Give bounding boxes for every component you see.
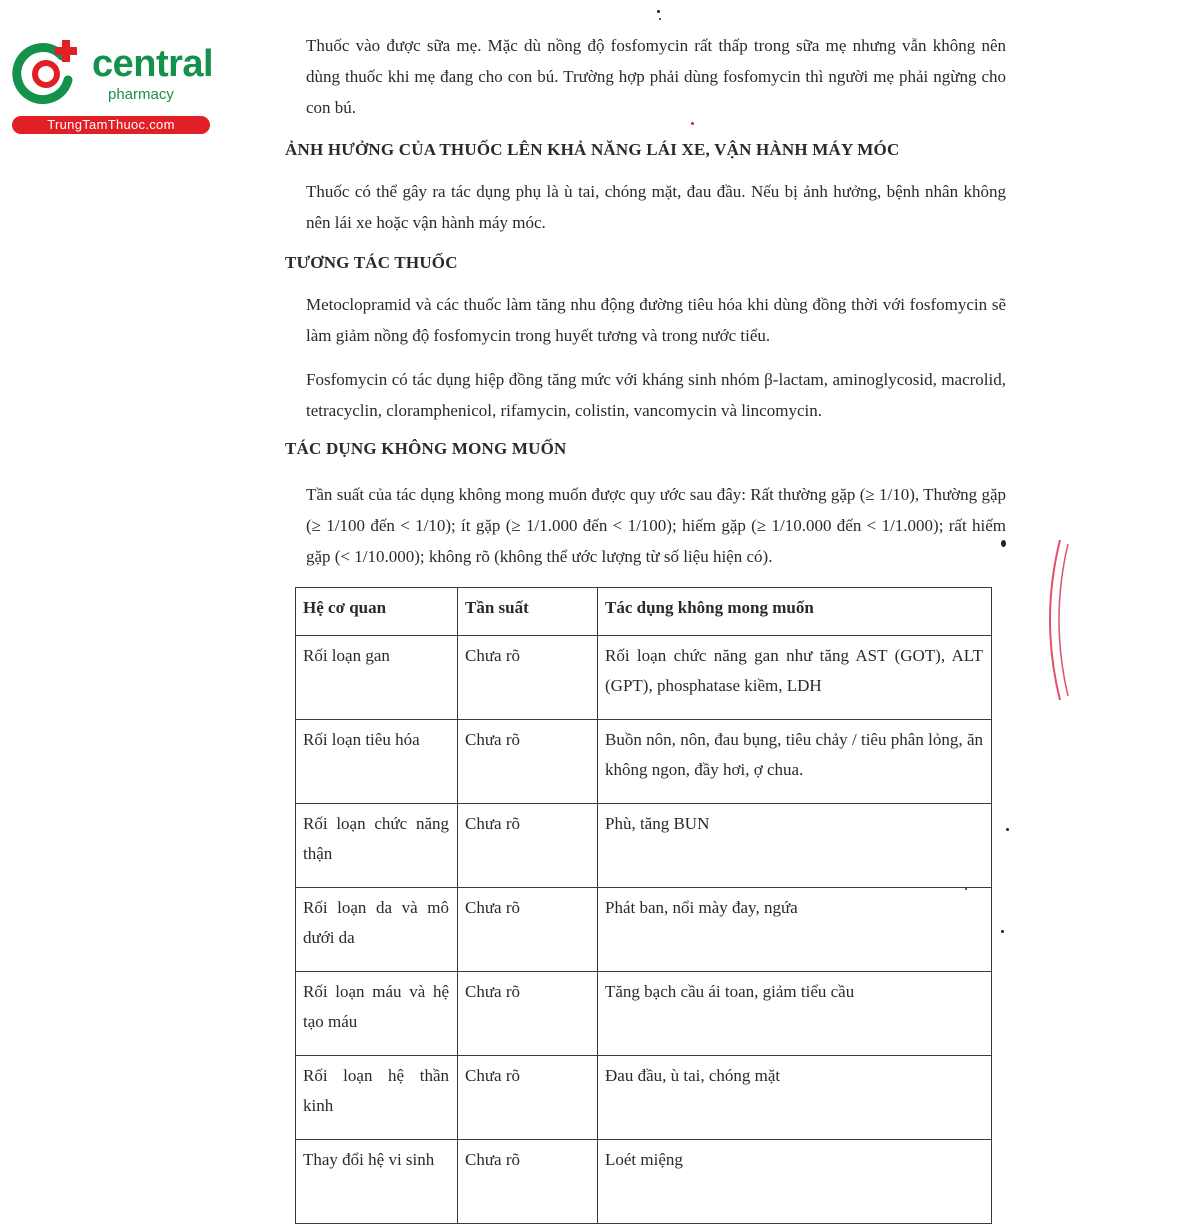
driving-heading: ẢNH HƯỞNG CỦA THUỐC LÊN KHẢ NĂNG LÁI XE, VẬN HÀNH MÁY MÓC <box>285 140 900 159</box>
logo-title: central <box>92 43 214 85</box>
interactions-heading: TƯƠNG TÁC THUỐC <box>285 253 458 272</box>
adverse-effect-cell: Tăng bạch cầu ái toan, giảm tiểu cầu <box>598 972 992 1056</box>
table-header-row <box>296 588 992 636</box>
adverse-effects-table <box>295 587 992 1224</box>
table-row <box>296 888 992 972</box>
frequency-cell: Chưa rõ <box>458 636 598 720</box>
approval-stamp <box>1030 540 1070 700</box>
pharmacy-cross-logo-icon <box>10 36 82 108</box>
organ-system-cell: Rối loạn chức năng thận <box>296 804 458 888</box>
organ-system-cell: Rối loạn tiêu hóa <box>296 720 458 804</box>
organ-system-cell: Thay đổi hệ vi sinh <box>296 1140 458 1224</box>
frequency-cell: Chưa rõ <box>458 972 598 1056</box>
frequency-cell: Chưa rõ <box>458 720 598 804</box>
interactions-paragraph-2: Fosfomycin có tác dụng hiệp đồng tăng mức với kháng sinh nhóm β-lactam, aminoglycosid, macrolid, tetracyclin, cloramphenicol, rifamycin, colistin, vancomycin và lincomycin. <box>306 370 1006 420</box>
breastfeeding-paragraph: Thuốc vào được sữa mẹ. Mặc dù nồng độ fosfomycin rất thấp trong sữa mẹ nhưng vẫn không nên dùng thuốc khi mẹ đang cho con bú. Trường hợp phải dùng fosfomycin thì người mẹ phải ngừng cho con bú. <box>306 36 1006 117</box>
interactions-paragraph-1: Metoclopramid và các thuốc làm tăng nhu động đường tiêu hóa khi dùng đồng thời với fosfomycin sẽ làm giảm nồng độ fosfomycin trong huyết tương và trong nước tiểu. <box>306 295 1006 345</box>
logo-site-badge: TrungTamThuoc.com <box>12 116 210 134</box>
header-organ-system: Hệ cơ quan <box>296 588 458 636</box>
organ-system-cell: Rối loạn gan <box>296 636 458 720</box>
adverse-effect-cell: Loét miệng <box>598 1140 992 1224</box>
table-row <box>296 636 992 720</box>
table-row <box>296 1140 992 1224</box>
table-row <box>296 972 992 1056</box>
frequency-cell: Chưa rõ <box>458 1140 598 1224</box>
table-row <box>296 1056 992 1140</box>
header-frequency: Tần suất <box>458 588 598 636</box>
organ-system-cell: Rối loạn hệ thần kinh <box>296 1056 458 1140</box>
central-pharmacy-logo[interactable] <box>10 36 215 136</box>
organ-system-cell: Rối loạn máu và hệ tạo máu <box>296 972 458 1056</box>
logo-subtitle: pharmacy <box>108 86 174 103</box>
frequency-cell: Chưa rõ <box>458 804 598 888</box>
adverse-frequency-paragraph: Tần suất của tác dụng không mong muốn được quy ước sau đây: Rất thường gặp (≥ 1/10), Thường gặp (≥ 1/100 đến < 1/10); ít gặp (≥ 1/1.000 đến < 1/100); hiếm gặp (≥ 1/10.000 đến < 1/1.000); rất hiếm gặp (< 1/10.000); không rõ (không thể ước lượng từ số liệu hiện có). <box>306 485 1006 566</box>
adverse-effect-cell: Đau đầu, ù tai, chóng mặt <box>598 1056 992 1140</box>
adverse-effects-heading: TÁC DỤNG KHÔNG MONG MUỐN <box>285 439 567 458</box>
adverse-effect-cell: Buồn nôn, nôn, đau bụng, tiêu chảy / tiêu phân lỏng, ăn không ngon, đầy hơi, ợ chua. <box>598 720 992 804</box>
frequency-cell: Chưa rõ <box>458 1056 598 1140</box>
driving-paragraph: Thuốc có thể gây ra tác dụng phụ là ù tai, chóng mặt, đau đầu. Nếu bị ảnh hưởng, bệnh nhân không nên lái xe hoặc vận hành máy móc. <box>306 182 1006 232</box>
table-row <box>296 720 992 804</box>
adverse-effect-cell: Phù, tăng BUN <box>598 804 992 888</box>
adverse-effect-cell: Phát ban, nổi mày đay, ngứa <box>598 888 992 972</box>
frequency-cell: Chưa rõ <box>458 888 598 972</box>
header-adverse-effect: Tác dụng không mong muốn <box>598 588 992 636</box>
table-row <box>296 804 992 888</box>
organ-system-cell: Rối loạn da và mô dưới da <box>296 888 458 972</box>
stamp-border-icon <box>1030 540 1070 700</box>
adverse-effect-cell: Rối loạn chức năng gan như tăng AST (GOT), ALT (GPT), phosphatase kiềm, LDH <box>598 636 992 720</box>
